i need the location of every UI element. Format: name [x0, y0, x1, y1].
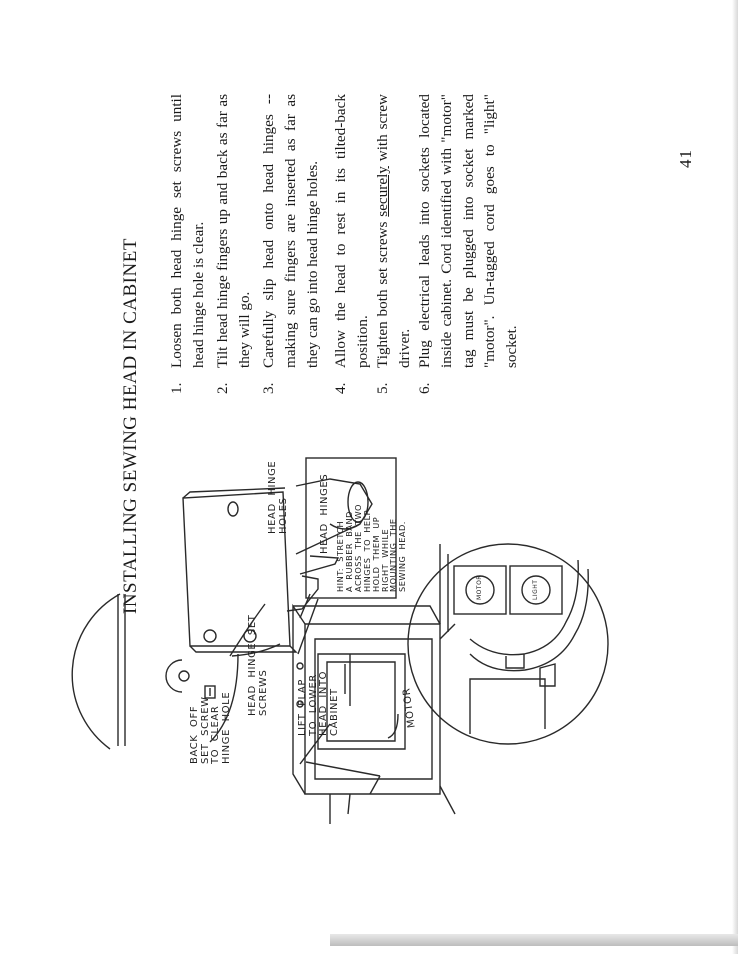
step-text: Tighten both set screws securely with screw driver.: [374, 94, 413, 368]
step-text: Allow the head to rest in its tilted-back position.: [332, 94, 371, 368]
scan-right-edge: [732, 0, 738, 954]
step-number: 6.: [416, 382, 433, 394]
socket-label-motor: MOTOR: [476, 575, 483, 600]
step-text: Plug electrical leads into sockets located inside cabinet. Cord identified with "motor" tag must be plugged into socket marked "motor". Un-tagged cord goes to "light" socket.: [416, 94, 521, 368]
page-number: 41: [676, 149, 695, 168]
socket-detail-circle: [408, 544, 608, 744]
step-number: 4.: [332, 382, 349, 394]
step-number: 3.: [260, 382, 277, 394]
step-number: 5.: [374, 382, 391, 394]
step-text: Loosen both head hinge set screws until head hinge hole is clear.: [168, 94, 207, 368]
label-head-hinge-holes: HEAD HINGE HOLES: [267, 460, 289, 534]
step-text: Tilt head hinge fingers up and back as far as they will go.: [214, 94, 253, 368]
scan-bottom-edge: [330, 934, 738, 946]
step-text: Carefully slip head onto head hinges -- making sure fingers are inserted as far as they can go into head hinge holes.: [260, 94, 321, 368]
label-head-hinge-set-screws: HEAD HINGE SET SCREWS: [247, 614, 269, 716]
hint-text: HINT: STRETCH A RUBBER BAND ACROSS THE TWO HINGES TO HELP HOLD THEM UP RIGHT WHILE MOUNTING THE SEWING HEAD.: [335, 504, 408, 592]
label-lift-flap: LIFT FLAP TO LOWER HEAD INTO CABINET: [297, 670, 340, 736]
underlined-word: securely: [374, 166, 391, 217]
step-number: 1.: [168, 382, 185, 394]
step-number: 2.: [214, 382, 231, 394]
label-back-off-set-screw: BACK OFF SET SCREW TO CLEAR HINGE HOLE: [189, 691, 232, 764]
label-head-hinges: HEAD HINGES: [319, 473, 330, 554]
page-title: INSTALLING SEWING HEAD IN CABINET: [120, 238, 141, 614]
motor-tag: MOTOR: [401, 687, 418, 729]
socket-label-light: LIGHT: [532, 579, 539, 600]
